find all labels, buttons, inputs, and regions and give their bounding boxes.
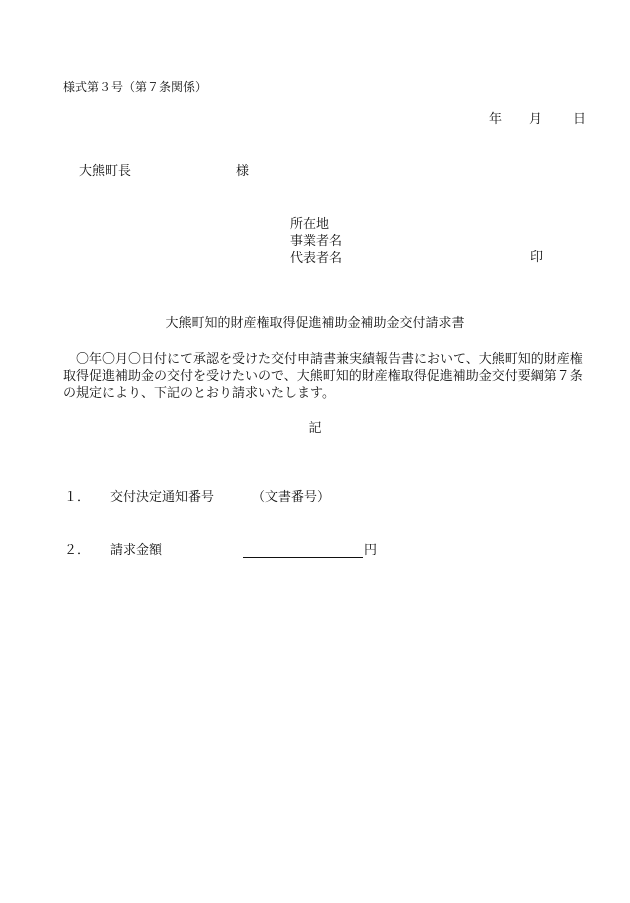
addressee-name: 大熊町長 [79, 164, 132, 179]
item-1-number: １． [64, 490, 91, 505]
item-2-label: 請求金額 [110, 543, 163, 558]
item-1-value: （文書番号） [252, 490, 331, 505]
representative-label: 代表者名 [290, 251, 343, 266]
addressee-honorific: 様 [236, 164, 250, 179]
document-title: 大熊町知的財産権取得促進補助金補助金交付請求書 [165, 316, 465, 331]
amount-unit: 円 [364, 543, 378, 558]
body-paragraph [63, 351, 593, 402]
date-day-label: 日 [573, 112, 587, 127]
seal-mark: 印 [530, 250, 544, 265]
item-1-label: 交付決定通知番号 [110, 490, 215, 505]
body-text: 〇年〇月〇日付にて承認を受けた交付申請書兼実績報告書において、大熊町知的財産権取得促進補助金の交付を受けたいので、大熊町知的財産権取得促進補助金交付要綱第７条の規定により、下記のとおり請求いたします。 [63, 352, 583, 401]
amount-blank-line [243, 543, 363, 558]
ki-heading: 記 [308, 421, 322, 436]
date-line [489, 112, 586, 128]
address-label: 所在地 [290, 217, 330, 232]
item-2-number: ２． [64, 543, 91, 558]
form-number: 様式第３号（第７条関係） [63, 80, 208, 94]
applicant-block [290, 216, 342, 267]
business-name-label: 事業者名 [290, 234, 343, 249]
date-month-label: 月 [529, 112, 543, 127]
date-year-label: 年 [489, 112, 503, 127]
